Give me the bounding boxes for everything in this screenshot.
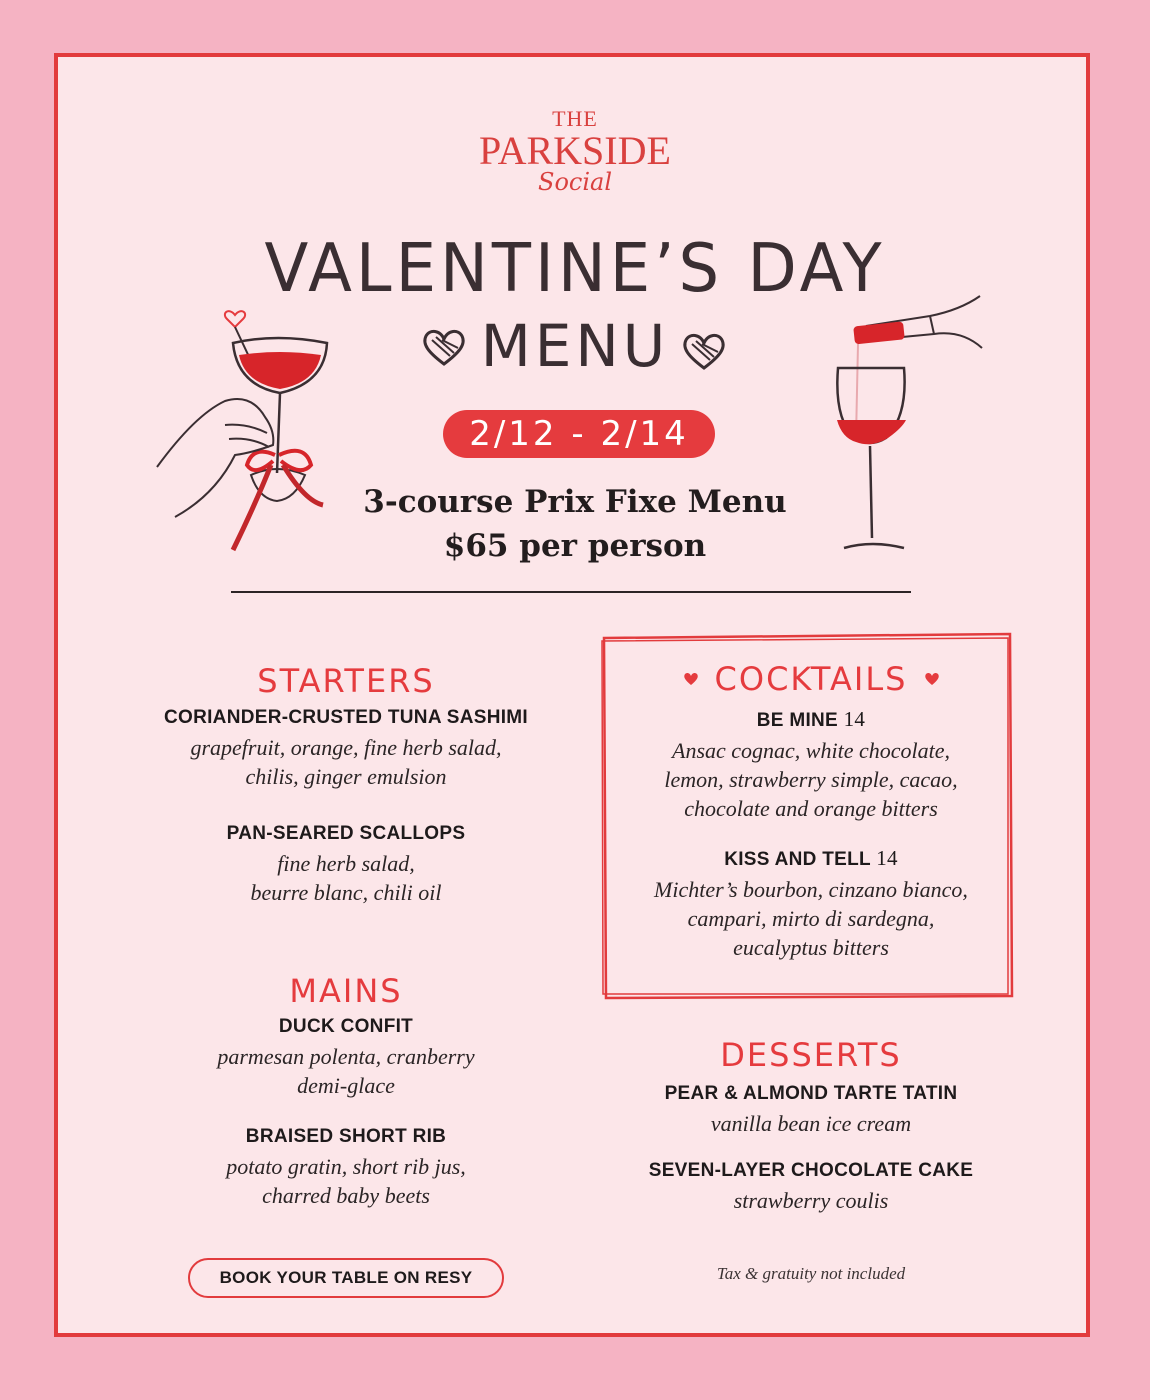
cocktail-glass-icon: [155, 305, 345, 565]
item-description: grapefruit, orange, fine herb salad,: [190, 735, 502, 760]
item-description: beurre blanc, chili oil: [250, 880, 442, 905]
page-subtitle: MENU: [480, 312, 670, 380]
item-name: PAN-SEARED SCALLOPS: [226, 823, 466, 844]
item-description: Ansac cognac, white chocolate,: [672, 738, 950, 763]
page-title: VALENTINE’S DAY: [264, 230, 886, 308]
mains-heading: MAINS: [289, 972, 403, 1010]
date-badge: 2/12 - 2/14: [443, 410, 715, 458]
item-name: [612, 707, 1010, 732]
list-item: [612, 1083, 1010, 1138]
item-name-text: KISS AND TELL: [724, 849, 871, 870]
item-description: strawberry coulis: [733, 1188, 889, 1213]
cocktails-heading: COCKTAILS: [714, 660, 908, 698]
list-item: [612, 707, 1010, 823]
item-name: [612, 846, 1010, 871]
list-item: [150, 1016, 542, 1100]
item-name: PEAR & ALMOND TARTE TATIN: [664, 1083, 958, 1104]
wine-pour-icon: [830, 288, 990, 560]
list-item: [150, 1126, 542, 1210]
item-description: campari, mirto di sardegna,: [687, 906, 935, 931]
item-price: 14: [876, 846, 898, 870]
desserts-heading: DESSERTS: [720, 1036, 902, 1074]
starters-heading: STARTERS: [257, 662, 435, 700]
item-price: 14: [843, 707, 866, 731]
item-description: potato gratin, short rib jus,: [226, 1154, 466, 1179]
item-description: demi-glace: [297, 1073, 395, 1098]
item-name: BRAISED SHORT RIB: [245, 1126, 447, 1147]
item-description: chocolate and orange bitters: [684, 796, 938, 821]
list-item: [150, 823, 542, 907]
item-description: lemon, strawberry simple, cacao,: [664, 767, 958, 792]
item-name: SEVEN-LAYER CHOCOLATE CAKE: [648, 1160, 974, 1181]
item-description: charred baby beets: [262, 1183, 430, 1208]
book-table-button[interactable]: BOOK YOUR TABLE ON RESY: [188, 1258, 504, 1298]
logo-name: PARKSIDE: [479, 128, 671, 173]
item-description: eucalyptus bitters: [733, 935, 889, 960]
item-name-text: BE MINE: [756, 710, 839, 731]
item-description: Michter’s bourbon, cinzano bianco,: [654, 877, 968, 902]
tax-note: Tax & gratuity not included: [716, 1264, 906, 1283]
logo-the: THE: [552, 106, 598, 131]
item-description: chilis, ginger emulsion: [245, 764, 447, 789]
item-name: DUCK CONFIT: [278, 1016, 414, 1037]
heart-icon: [680, 330, 728, 372]
heart-icon: [420, 326, 468, 368]
list-item: [150, 707, 542, 791]
item-description: vanilla bean ice cream: [710, 1111, 912, 1136]
list-item: [612, 1160, 1010, 1215]
prix-fixe-line1: 3-course Prix Fixe Menu: [363, 484, 787, 520]
prix-fixe-price: $65 per person: [443, 528, 707, 564]
item-name: CORIANDER-CRUSTED TUNA SASHIMI: [163, 707, 529, 728]
logo-script: Social: [538, 168, 612, 196]
item-description: fine herb salad,: [277, 851, 415, 876]
item-description: parmesan polenta, cranberry: [217, 1044, 475, 1069]
list-item: [612, 846, 1010, 962]
divider: [231, 591, 911, 593]
